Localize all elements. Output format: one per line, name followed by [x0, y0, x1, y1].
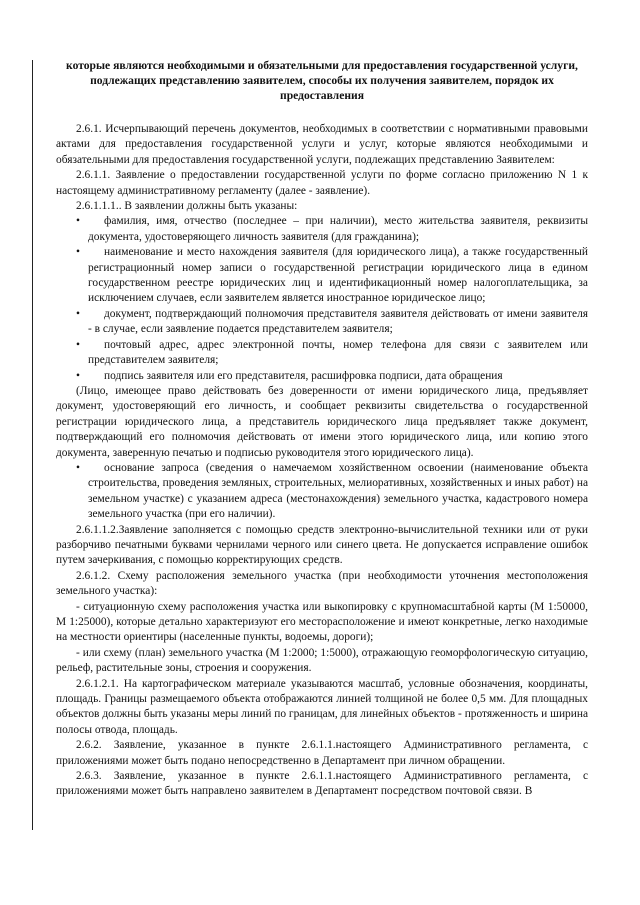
- list-item-text: фамилия, имя, отчество (последнее – при наличии), место жительства заявителя, реквизиты документа, удостоверяющего личность заявителя (для гражданина);: [88, 215, 588, 243]
- section-heading: которые являются необходимыми и обязательными для предоставления государственной услуги, подлежащих представлению заявителем, способы их получения заявителем, порядок их предоставления: [66, 59, 578, 102]
- paragraph-2-6-1: 2.6.1. Исчерпывающий перечень документов, необходимых в соответствии с нормативными правовыми актами для предоставления государственной услуги и услуг, которые являются необходимыми и обязательными для предоставления государственной услуги, подлежащих представлению Заявителем:: [56, 123, 588, 166]
- paragraph-2-6-1-1: 2.6.1.1. Заявление о предоставлении государственной услуги по форме согласно приложению N 1 к настоящему административному регламенту (далее - заявление).: [56, 169, 588, 197]
- bullet-icon: •: [76, 215, 80, 228]
- list-item-text: наименование и место нахождения заявителя (для юридического лица), а также государственный регистрационный номер записи о государственной регистрации юридического лица в едином государственном реестре юридических лиц и идентификационный номер налогоплательщика, за исключением случаев, если заявителем является иностранное юридическое лицо;: [88, 246, 588, 305]
- list-item: [56, 214, 588, 245]
- paragraph-2-6-3: 2.6.3. Заявление, указанное в пункте 2.6.1.1.настоящего Административного регламента, с приложениями может быть направлено заявителем в Департамент посредством почтовой связи. В: [56, 770, 588, 798]
- paragraph-2-6-1-2-1: 2.6.1.2.1. На картографическом материале указываются масштаб, условные обозначения, координаты, площадь. Границы размещаемого объекта отображаются линией толщиной не более 0,5 мм. Для площадных объектов должны быть указаны меры линий по границам, для линейных объектов - протяженность и ширина полосы отвода, площадь.: [56, 677, 588, 736]
- list-item: [56, 369, 588, 384]
- list-item: [56, 245, 588, 307]
- paragraph-2-6-1-1-1: 2.6.1.1.1.. В заявлении должны быть указаны:: [76, 200, 298, 213]
- list-item: [56, 338, 588, 369]
- bullet-icon: •: [76, 369, 80, 382]
- list-item-text: основание запроса (сведения о намечаемом хозяйственном освоении (наименование объекта строительства, проведения земляных, строительных, мелиоративных, хозяйственных и иных работ) на земельном участке) с указанием адреса (местонахождения) земельного участка, кадастрового номера земельного участка (при его наличии).: [88, 461, 588, 521]
- paragraph-2-6-1-1-2: 2.6.1.1.2.Заявление заполняется с помощью средств электронно-вычислительной техники или от руки разборчиво печатными буквами чернилами черного или синего цвета. Не допускается исправление ошибок путем зачеркивания, с помощью корректирующих средств.: [56, 523, 588, 567]
- paragraph-scheme-situational: - ситуационную схему расположения участка или выкопировку с крупномасштабной карты (М 1:50000, М 1:25000), которые детально характеризуют его месторасположение и имеют конкретные, легко находимые на местности ориентиры (населенные пункты, водоемы, дороги);: [56, 600, 588, 644]
- bullet-icon: •: [76, 307, 80, 320]
- paragraph-2-6-1-2: 2.6.1.2. Схему расположения земельного участка (при необходимости уточнения местоположения земельного участка):: [56, 569, 588, 598]
- bullet-icon: •: [76, 461, 80, 474]
- left-margin-rule: [32, 60, 33, 830]
- list-item-text: почтовый адрес, адрес электронной почты, номер телефона для связи с заявителем или представителем заявителя;: [88, 338, 588, 367]
- bullet-icon: •: [76, 246, 80, 259]
- paragraph-scheme-plan: - или схему (план) земельного участка (М 1:2000; 1:5000), отражающую геоморфологическую ситуацию, рельеф, растительные зоны, строения и сооружения.: [56, 646, 588, 675]
- list-item-text: подпись заявителя или его представителя, расшифровка подписи, дата обращения: [104, 369, 503, 382]
- paragraph-note: (Лицо, имеющее право действовать без доверенности от имени юридического лица, предъявляет документ, удостоверяющий его личность, и сообщает реквизиты свидетельства о государственной регистрации юридического лица, а представитель юридического лица предъявляет также документ, подтверждающий его полномочия действовать от имени этого юридического лица, или копию этого документа, заверенную печатью и подписью руководителя этого юридического лица).: [56, 384, 588, 459]
- paragraph-2-6-2: 2.6.2. Заявление, указанное в пункте 2.6.1.1.настоящего Административного регламента, с приложениями может быть подано непосредственно в Департамент при личном обращении.: [56, 739, 588, 767]
- list-item: [56, 461, 588, 523]
- document-page: [56, 58, 588, 800]
- bullet-icon: •: [76, 338, 80, 351]
- list-item-text: документ, подтверждающий полномочия представителя заявителя действовать от имени заявителя - в случае, если заявление подается представителем заявителя;: [88, 307, 588, 336]
- list-item: [56, 307, 588, 338]
